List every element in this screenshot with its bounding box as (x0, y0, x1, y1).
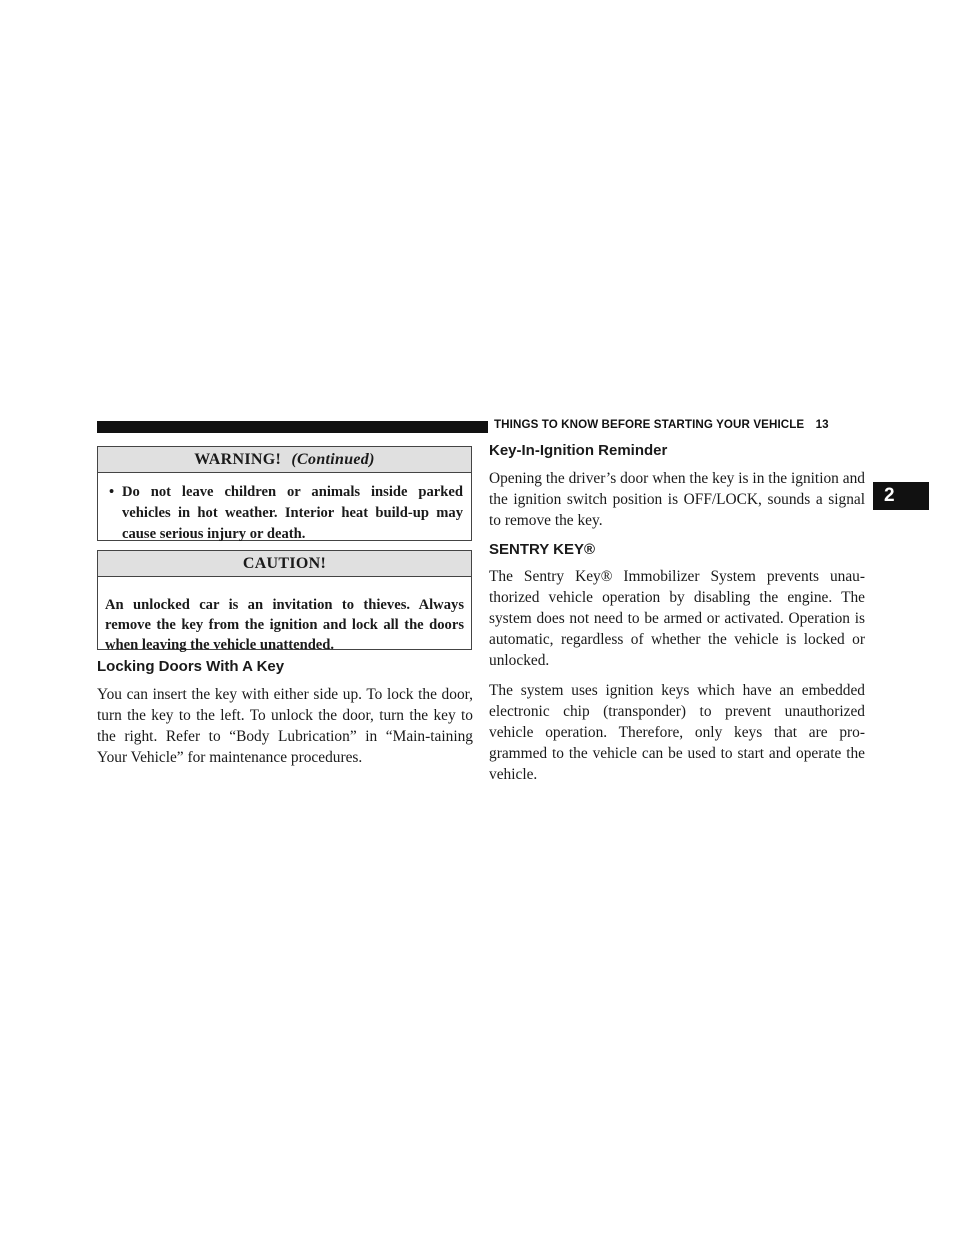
header-rule (97, 421, 488, 433)
warning-box (97, 446, 472, 541)
warning-item (98, 473, 471, 545)
caution-box (97, 550, 472, 653)
section-title: THINGS TO KNOW BEFORE STARTING YOUR VEHICLE (494, 418, 805, 431)
running-header (494, 418, 864, 436)
heading-key-in-ignition: Key-In-Ignition Reminder (489, 442, 668, 459)
paragraph-key-in-ignition: Opening the driver’s door when the key is in the ignition and the ignition switch position is OFF/LOCK, sounds a signal to remove the key. (489, 470, 865, 529)
heading-locking-doors: Locking Doors With A Key (97, 658, 285, 675)
paragraph-locking-doors: You can insert the key with either side up. To lock the door, turn the key to the left. To unlock the door, turn the key to the right. Refer to “Body Lubrication” in “Main-taining Your Vehicle” for maintenance procedures. (97, 686, 473, 766)
warning-title (98, 447, 471, 473)
caution-text: An unlocked car is an invitation to thieves. Always remove the key from the ignition and lock all the doors when leaving the vehicle unattended. (105, 597, 464, 653)
chapter-tab: 2 (873, 482, 929, 510)
heading-sentry-key: SENTRY KEY® (489, 541, 596, 558)
warning-text: Do not leave children or animals inside parked vehicles in hot weather. Interior heat build-up may cause serious injury or death. (122, 484, 463, 542)
caution-title: CAUTION! (98, 551, 471, 577)
paragraph-sentry-key-2: The system uses ignition keys which have an embedded electronic chip (transponder) to prevent unauthorized vehicle operation. Therefore, only keys that are pro-grammed to the vehicle can be used to start and operate the vehicle. (489, 682, 865, 783)
bullet: • (109, 484, 115, 500)
page-number: 13 (815, 418, 829, 431)
warning-continued: (Continued) (291, 451, 375, 468)
paragraph-sentry-key-1: The Sentry Key® Immobilizer System prevents unau-thorized vehicle operation by disabling the engine. The system does not need to be armed or activated. Operation is automatic, regardless of whether the vehicle is locked or unlocked. (489, 568, 865, 669)
warning-label: WARNING! (194, 451, 282, 468)
